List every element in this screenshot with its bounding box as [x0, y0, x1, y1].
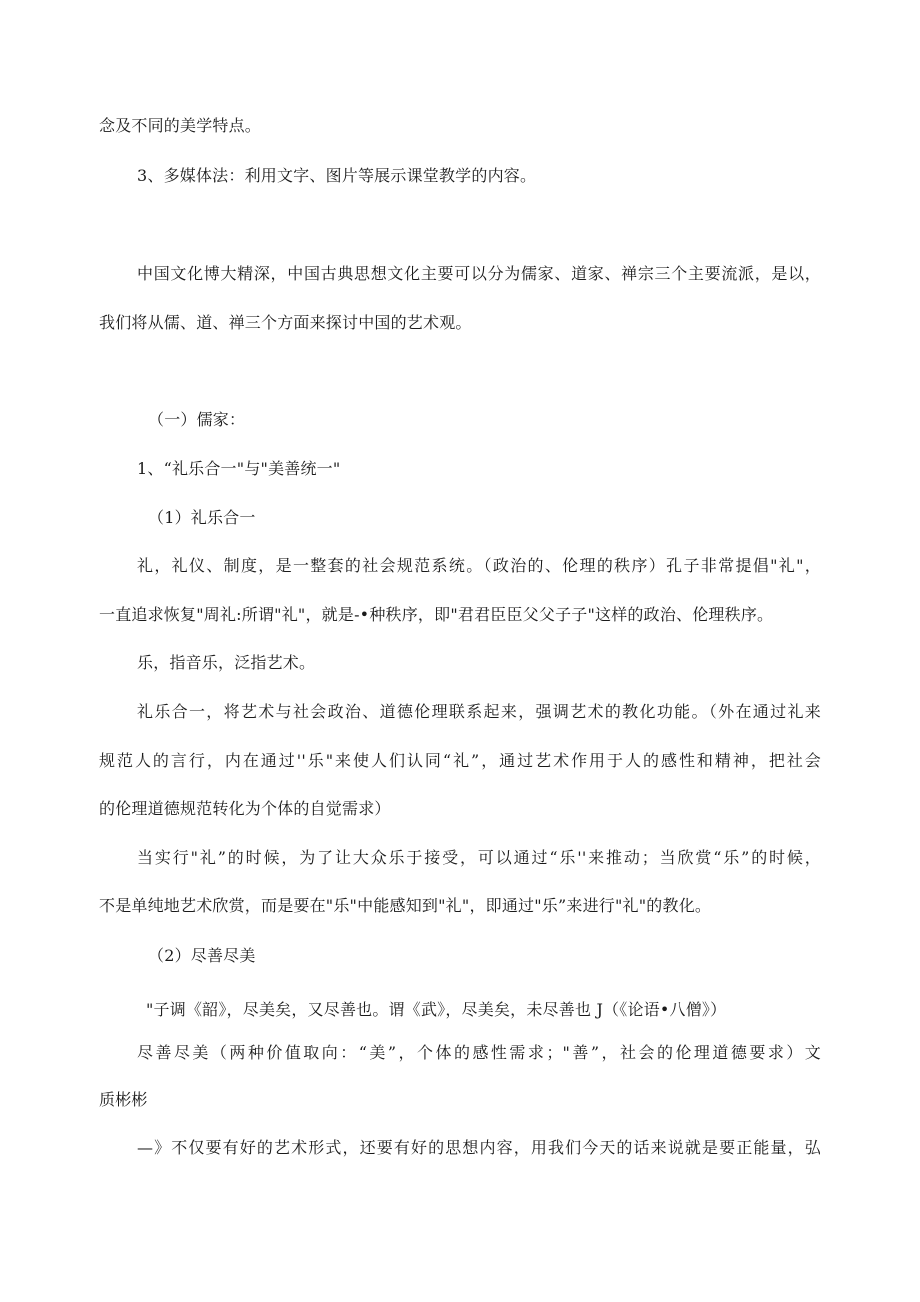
- text-line: 念及不同的美学特点。: [99, 116, 262, 135]
- subheading-1-2: （2）尽善尽美: [148, 946, 256, 965]
- paragraph-content-line-1: —》不仅要有好的艺术形式，还要有好的思想内容，用我们今天的话来说就是要正能量，弘: [137, 1138, 821, 1157]
- paragraph-yue: 乐，指音乐，泛指艺术。: [137, 653, 316, 672]
- paragraph-practice-line-2: 不是单纯地艺术欣赏，而是要在"乐"中能感知到"礼"，即通过"乐”来进行"礼"的教化。: [99, 896, 712, 915]
- paragraph-li-line-1: 礼，礼仪、制度，是一整套的社会规范系统。（政治的、伦理的秩序）孔子非常提倡"礼"，: [137, 556, 821, 575]
- list-item-method-3: 3、多媒体法：利用文字、图片等展示课堂教学的内容。: [137, 166, 537, 185]
- paragraph-liyue-line-1: 礼乐合一，将艺术与社会政治、道德伦理联系起来，强调艺术的教化功能。（外在通过礼来: [137, 702, 821, 721]
- subheading-1-1: （1）礼乐合一: [148, 508, 256, 527]
- paragraph-practice-line-1: 当实行"礼”的时候，为了让大众乐于接受，可以通过“乐''来推动；当欣赏“乐”的时候，: [137, 848, 821, 867]
- subheading-1: 1、“礼乐合一"与"美善统一": [137, 459, 341, 478]
- paragraph-jinshan-line-2: 质彬彬: [99, 1090, 148, 1109]
- paragraph-intro-line-1: 中国文化博大精深，中国古典思想文化主要可以分为儒家、道家、禅宗三个主要流派，是以，: [137, 264, 821, 283]
- paragraph-intro-line-2: 我们将从儒、道、禅三个方面来探讨中国的艺术观。: [99, 313, 472, 332]
- quote-analects: "子调《韶》，尽美矣，又尽善也。谓《武》，尽美矣，未尽善也 J（《论语•八僧》）: [146, 1000, 727, 1019]
- paragraph-li-line-2: 一直追求恢复"周礼:所谓"礼"，就是-•种秩序，即"君君臣臣父父子子"这样的政治、伦理秩序。: [99, 605, 774, 624]
- paragraph-liyue-line-3: 的伦理道德规范转化为个体的自觉需求）: [99, 799, 391, 818]
- section-heading-confucianism: （一）儒家：: [148, 410, 246, 429]
- paragraph-jinshan-line-1: 尽善尽美（两种价值取向：“美”，个体的感性需求；"善”，社会的伦理道德要求）文: [137, 1043, 821, 1062]
- paragraph-liyue-line-2: 规范人的言行，内在通过''乐"来使人们认同“礼”，通过艺术作用于人的感性和精神，把社会: [99, 751, 821, 770]
